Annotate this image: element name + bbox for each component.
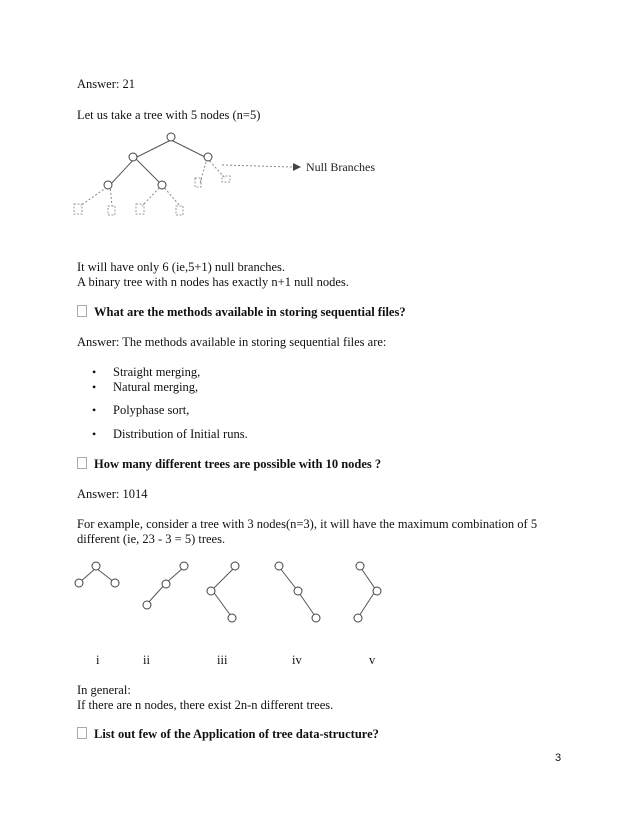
tree-node xyxy=(104,181,112,189)
tree-node xyxy=(228,614,236,622)
tree-node xyxy=(75,579,83,587)
null-only-line: It will have only 6 (ie,5+1) null branches. xyxy=(77,260,286,274)
three-node-trees-figure xyxy=(70,557,390,627)
example-three-nodes-a: For example, consider a tree with 3 nodes(n=3), it will have the maximum combination of 5 xyxy=(77,517,538,531)
tree-node xyxy=(180,562,188,570)
tree-node xyxy=(275,562,283,570)
question-ten-nodes: How many different trees are possible with 10 nodes ? xyxy=(77,457,381,472)
tree-label-v: v xyxy=(369,653,376,667)
tree-node xyxy=(143,601,151,609)
null-rule-line: A binary tree with n nodes has exactly n+1 null nodes. xyxy=(77,275,349,289)
tree-node xyxy=(92,562,100,570)
bullet-icon: • xyxy=(92,427,97,441)
checkbox-icon xyxy=(77,305,87,317)
tree-node xyxy=(373,587,381,595)
checkbox-icon xyxy=(77,727,87,739)
tree-node xyxy=(294,587,302,595)
tree-label-ii: ii xyxy=(143,653,150,667)
question-application: List out few of the Application of tree data-structure? xyxy=(77,727,379,742)
arrow-head-icon xyxy=(293,163,301,171)
tree-node xyxy=(312,614,320,622)
checkbox-icon xyxy=(77,457,87,469)
bullet-icon: • xyxy=(92,380,97,394)
in-general-line: In general: xyxy=(77,683,131,697)
tree-node xyxy=(167,133,175,141)
tree-node xyxy=(204,153,212,161)
bullet-icon: • xyxy=(92,365,97,379)
null-branches-label: Null Branches xyxy=(306,160,375,174)
tree-node xyxy=(231,562,239,570)
null-branches-tree-figure xyxy=(70,128,390,223)
answer-1014: Answer: 1014 xyxy=(77,487,148,501)
tree-node xyxy=(111,579,119,587)
tree-node xyxy=(207,587,215,595)
tree-node xyxy=(158,181,166,189)
general-rule-line: If there are n nodes, there exist 2n-n different trees. xyxy=(77,698,334,712)
tree-label-iv: iv xyxy=(292,653,302,667)
question-sequential-files: What are the methods available in storing sequential files? xyxy=(77,305,406,320)
tree-node xyxy=(162,580,170,588)
tree-label-iii: iii xyxy=(217,653,228,667)
example-three-nodes-b: different (ie, 23 - 3 = 5) trees. xyxy=(77,532,226,546)
tree-node xyxy=(129,153,137,161)
answer-methods: Answer: The methods available in storing sequential files are: xyxy=(77,335,387,349)
answer-21: Answer: 21 xyxy=(77,77,135,91)
bullet-icon: • xyxy=(92,403,97,417)
tree-node xyxy=(356,562,364,570)
tree-label-i: i xyxy=(96,653,100,667)
example-five-nodes: Let us take a tree with 5 nodes (n=5) xyxy=(77,108,261,122)
page-number: 3 xyxy=(555,752,562,764)
tree-node xyxy=(354,614,362,622)
